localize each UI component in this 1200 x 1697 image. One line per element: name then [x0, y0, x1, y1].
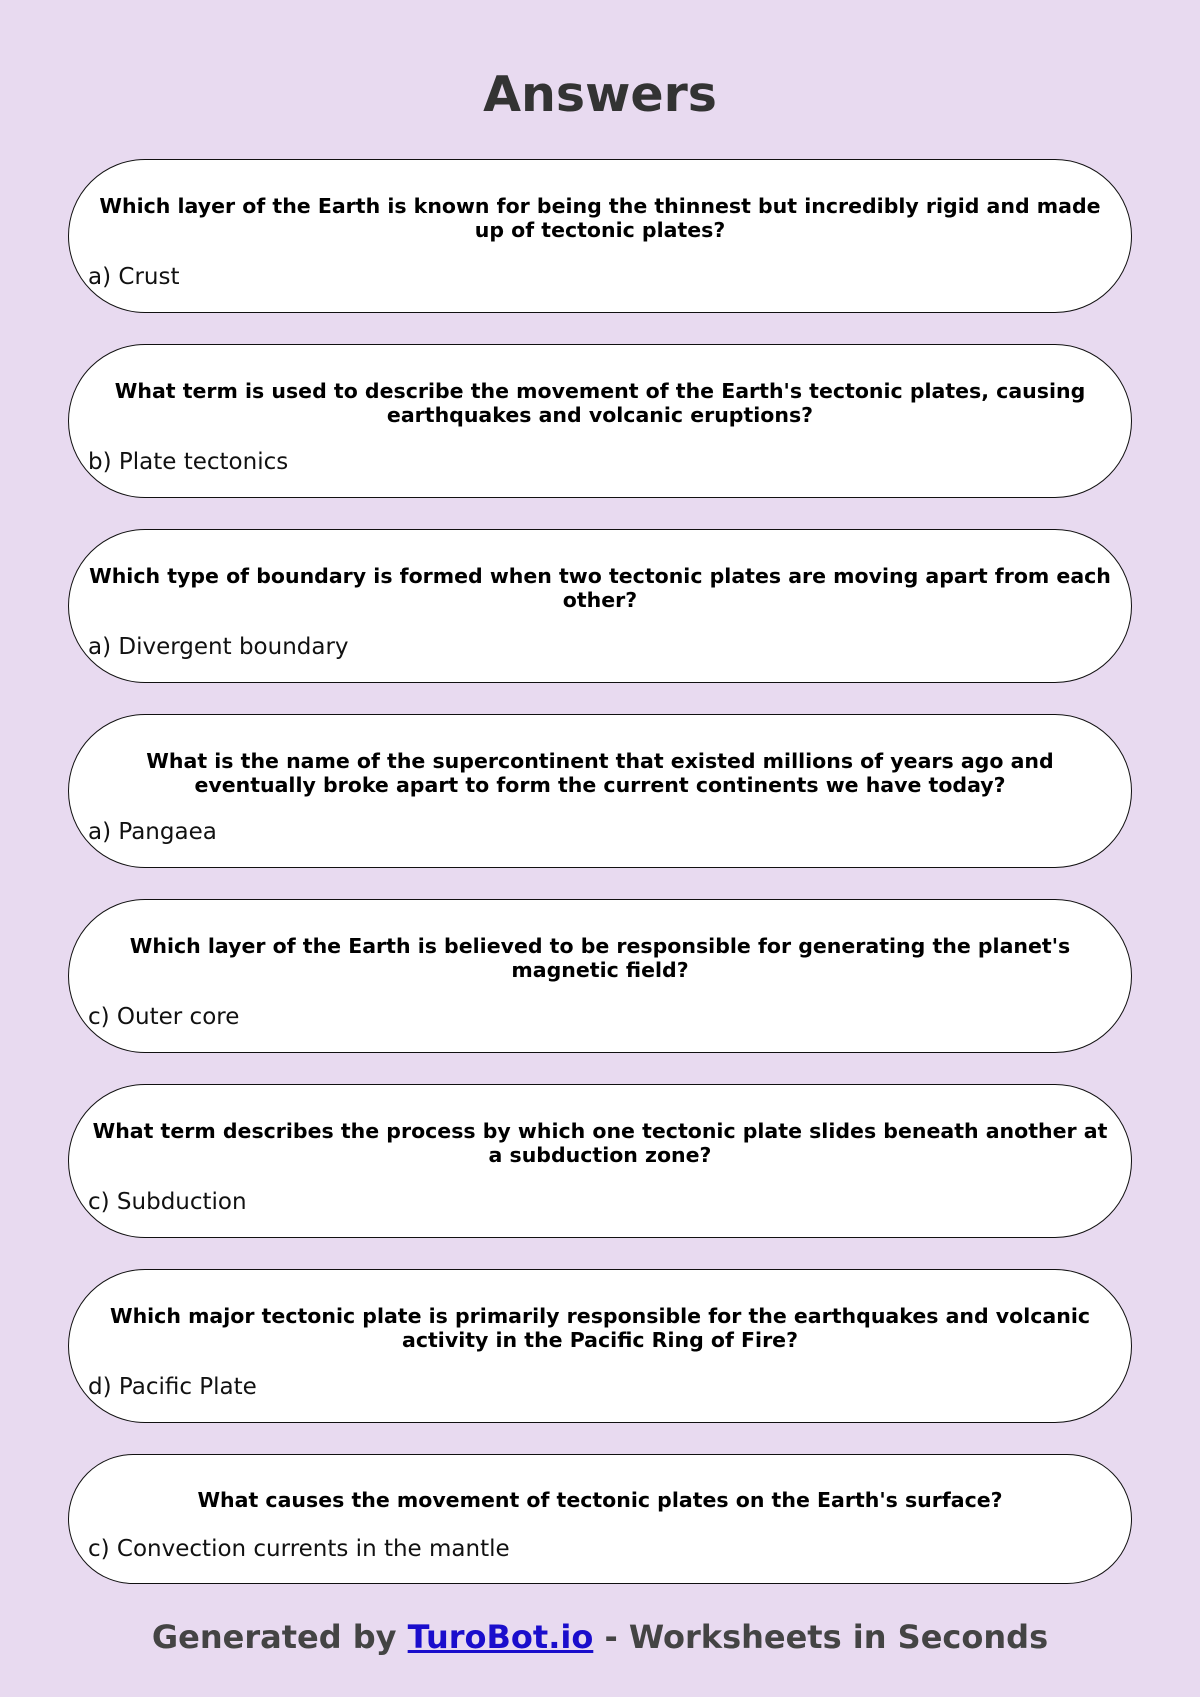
question-text: Which layer of the Earth is known for being the thinnest but incredibly rigid and made up of tectonic plates? [99, 194, 1101, 242]
answer-text: c) Subduction [88, 1189, 247, 1215]
answer-text: d) Pacific Plate [88, 1374, 257, 1400]
answer-card [68, 899, 1132, 1053]
answer-text: c) Outer core [88, 1004, 240, 1030]
answer-text: b) Plate tectonics [88, 449, 289, 475]
answer-card [68, 1084, 1132, 1238]
question-text: What is the name of the supercontinent that existed millions of years ago and eventually broke apart to form the current continents we have today? [146, 749, 1054, 797]
answer-card [68, 159, 1132, 313]
answer-text: c) Convection currents in the mantle [88, 1536, 510, 1562]
answer-card [68, 1454, 1132, 1584]
answer-card [68, 344, 1132, 498]
answer-card [68, 1269, 1132, 1423]
answer-card [68, 529, 1132, 683]
answer-list [68, 159, 1132, 1615]
question-text: Which layer of the Earth is believed to be responsible for generating the planet's magnetic field? [129, 934, 1071, 982]
answer-text: a) Divergent boundary [88, 634, 349, 660]
footer [0, 1618, 1200, 1656]
answer-text: a) Crust [88, 264, 180, 290]
question-text: What term describes the process by which one tectonic plate slides beneath another at a subduction zone? [92, 1119, 1108, 1167]
page-title: Answers [483, 66, 717, 123]
footer-prefix: Generated by [151, 1618, 408, 1656]
question-text: Which major tectonic plate is primarily responsible for the earthquakes and volcanic activity in the Pacific Ring of Fire? [109, 1304, 1091, 1352]
question-text: Which type of boundary is formed when two tectonic plates are moving apart from each other? [89, 564, 1111, 612]
answer-text: a) Pangaea [88, 819, 217, 845]
footer-suffix: - Worksheets in Seconds [593, 1618, 1049, 1656]
question-text: What term is used to describe the movement of the Earth's tectonic plates, causing earthquakes and volcanic eruptions? [114, 379, 1086, 427]
turobot-link[interactable]: TuroBot.io [407, 1618, 594, 1656]
question-text: What causes the movement of tectonic plates on the Earth's surface? [197, 1488, 1003, 1512]
answer-card [68, 714, 1132, 868]
